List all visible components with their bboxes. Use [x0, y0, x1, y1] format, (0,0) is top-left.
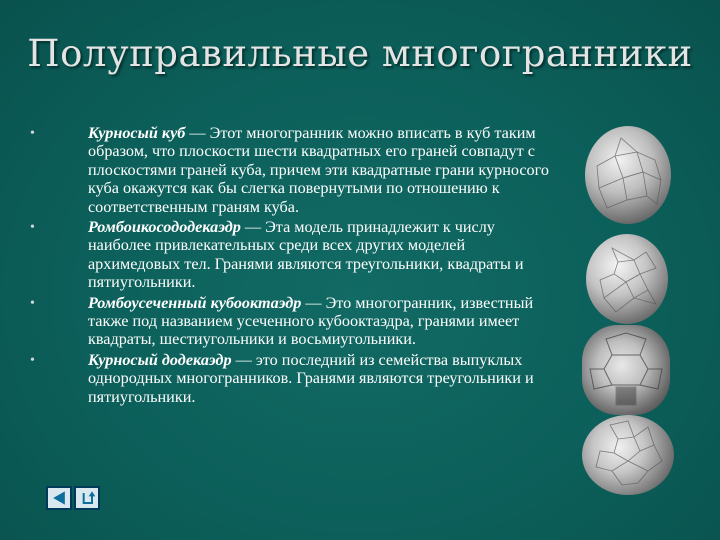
truncated-cuboctahedron-facets — [582, 325, 670, 415]
snub-dodecahedron-facets — [582, 415, 674, 495]
item-paragraph — [88, 351, 550, 406]
item-term: Ромбоусеченный кубооктаэдр — [88, 293, 302, 312]
slide-title: Полуправильные многогранники — [27, 32, 693, 75]
bullet-list — [30, 124, 550, 406]
triangle-left-icon — [48, 488, 70, 508]
return-arrow-icon — [76, 488, 98, 508]
snub-dodecahedron-image — [582, 415, 674, 495]
bullet-icon: • — [30, 295, 35, 311]
item-text: — это последний из семейства выпуклых однородных многогранников. Гранями являются треугольники и пятиугольники. — [88, 350, 534, 406]
item-term: Курносый куб — [88, 124, 186, 142]
list-item — [30, 124, 550, 216]
snub-cube-facets — [585, 126, 671, 224]
bullet-icon: • — [30, 220, 35, 236]
snub-cube-image — [585, 126, 671, 224]
item-term: Ромбоикосододекаэдр — [88, 218, 241, 237]
item-term: Курносый додекаэдр — [88, 350, 232, 369]
list-item — [30, 218, 550, 292]
item-text: — Эта модель принадлежит к числу наиболее привлекательных среди всех других моделей архимедовых тел. Гранями являются треугольники, квадраты и пятиугольники. — [88, 218, 524, 292]
list-item — [30, 351, 550, 406]
rhombicosidodecahedron-image — [586, 234, 668, 324]
list-item — [30, 294, 550, 349]
back-button[interactable] — [46, 486, 72, 510]
item-text: — Это многогранник, известный также под названием усеченного кубооктаэдра, гранями имеет квадраты, шестиугольники и восьмиугольники. — [88, 293, 534, 349]
item-paragraph — [88, 218, 550, 292]
truncated-cuboctahedron-image — [582, 325, 670, 415]
item-text: — Этот многогранник можно вписать в куб таким образом, что плоскости шести квадратных его граней совпадут с плоскостями граней куба, причем эти квадратные грани курносого куба окажутся как бы слегка повернутыми по отношению к соответственным граням куба. — [88, 124, 549, 216]
item-paragraph — [88, 294, 550, 349]
bullet-icon: • — [30, 352, 35, 368]
rhombicosidodecahedron-facets — [586, 234, 668, 324]
bullet-icon: • — [30, 126, 35, 141]
return-button[interactable] — [74, 486, 100, 510]
item-paragraph — [88, 124, 550, 216]
